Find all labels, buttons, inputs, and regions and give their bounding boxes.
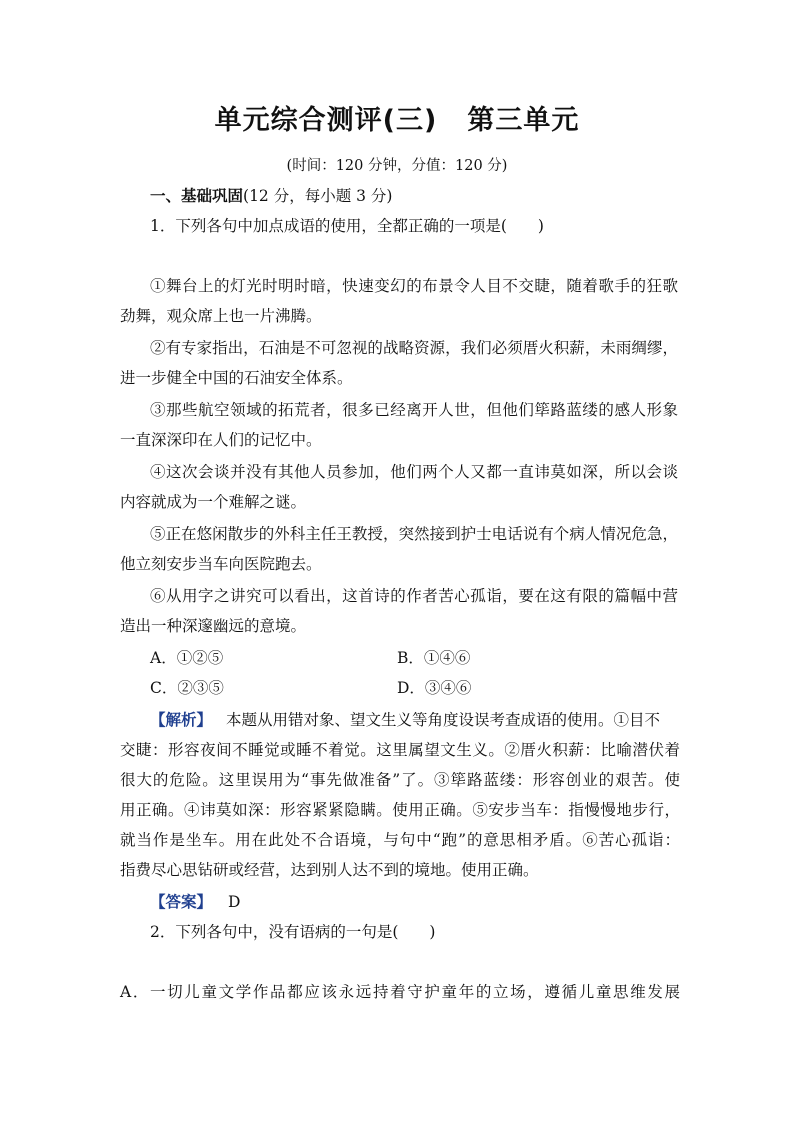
q1-analysis-line2: 交睫：形容夜间不睡觉或睡不着觉。这里属望文生义。②厝火积薪：比喻潜伏着 xyxy=(120,741,680,759)
q1-option-b: B．①④⑥ xyxy=(397,649,471,667)
q1-analysis-line6: 指费尽心思钻研或经营，达到别人达不到的境地。使用正确。 xyxy=(120,861,539,879)
q1-item-3-line1: ③那些航空领域的拓荒者，很多已经离开人世，但他们筚路蓝缕的感人形象 xyxy=(150,401,678,419)
q1-analysis-line3: 很大的危险。这里误用为“事先做准备”了。③筚路蓝缕：形容创业的艰苦。使 xyxy=(120,771,680,789)
answer-value: D xyxy=(228,893,241,911)
q1-item-5-line2: 他立刻安步当车向医院跑去。 xyxy=(120,555,322,573)
q1-item-6-line1: ⑥从用字之讲究可以看出，这首诗的作者苦心孤诣，要在这有限的篇幅中营 xyxy=(150,587,678,605)
q1-option-a: A．①②⑤ xyxy=(150,649,224,667)
q1-item-1-line2: 劲舞，观众席上也一片沸腾。 xyxy=(120,307,322,325)
exam-info: (时间：120 分钟，分值：120 分) xyxy=(286,158,508,174)
q1-analysis-line1 xyxy=(150,710,678,730)
q1-option-c: C．②③⑤ xyxy=(150,679,224,697)
q1-item-2-line2: 进一步健全中国的石油安全体系。 xyxy=(120,369,353,387)
title-main: 单元综合测评(三) xyxy=(214,105,438,136)
title-unit: 第三单元 xyxy=(467,105,580,136)
q1-item-2-line1: ②有专家指出，石油是不可忽视的战略资源，我们必须厝火积薪，未雨绸缪， xyxy=(150,339,678,357)
q1-item-5-line1: ⑤正在悠闲散步的外科主任王教授，突然接到护士电话说有个病人情况危急， xyxy=(150,525,678,543)
answer-tag: 【答案】 xyxy=(150,893,213,911)
page-title xyxy=(0,98,794,137)
q1-item-6-line2: 造出一种深邃幽远的意境。 xyxy=(120,617,307,635)
q1-item-4-line1: ④这次会谈并没有其他人员参加，他们两个人又都一直讳莫如深，所以会谈 xyxy=(150,463,678,481)
q1-option-d: D．③④⑥ xyxy=(397,679,472,697)
q1-item-3-line2: 一直深深印在人们的记忆中。 xyxy=(120,431,322,449)
q1-analysis-line4: 用正确。④讳莫如深：形容紧紧隐瞒。使用正确。⑤安步当车：指慢慢地步行， xyxy=(120,801,680,819)
q1-item-4-line2: 内容就成为一个难解之谜。 xyxy=(120,493,307,511)
q2-option-a: A．一切儿童文学作品都应该永远持着守护童年的立场，遵循儿童思维发展 xyxy=(120,983,680,1001)
q1-item-1-line1: ①舞台上的灯光时明时暗，快速变幻的布景令人目不交睫，随着歌手的狂歌 xyxy=(150,277,678,295)
question-2-stem: 2．下列各句中，没有语病的一句是( ) xyxy=(150,923,436,941)
q1-answer xyxy=(150,892,710,912)
q1-analysis-line5: 就当作是坐车。用在此处不合语境，与句中“跑”的意思相矛盾。⑥苦心孤诣： xyxy=(120,831,680,849)
analysis-text-1: 本题从用错对象、望文生义等角度设误考查成语的使用。①目不 xyxy=(226,711,661,729)
section-heading xyxy=(150,186,710,206)
analysis-tag: 【解析】 xyxy=(150,711,213,729)
section-heading-detail: (12 分，每小题 3 分) xyxy=(243,187,393,205)
section-heading-label: 一、基础巩固 xyxy=(150,187,244,205)
question-1-stem: 1．下列各句中加点成语的使用，全都正确的一项是( ) xyxy=(150,217,544,235)
